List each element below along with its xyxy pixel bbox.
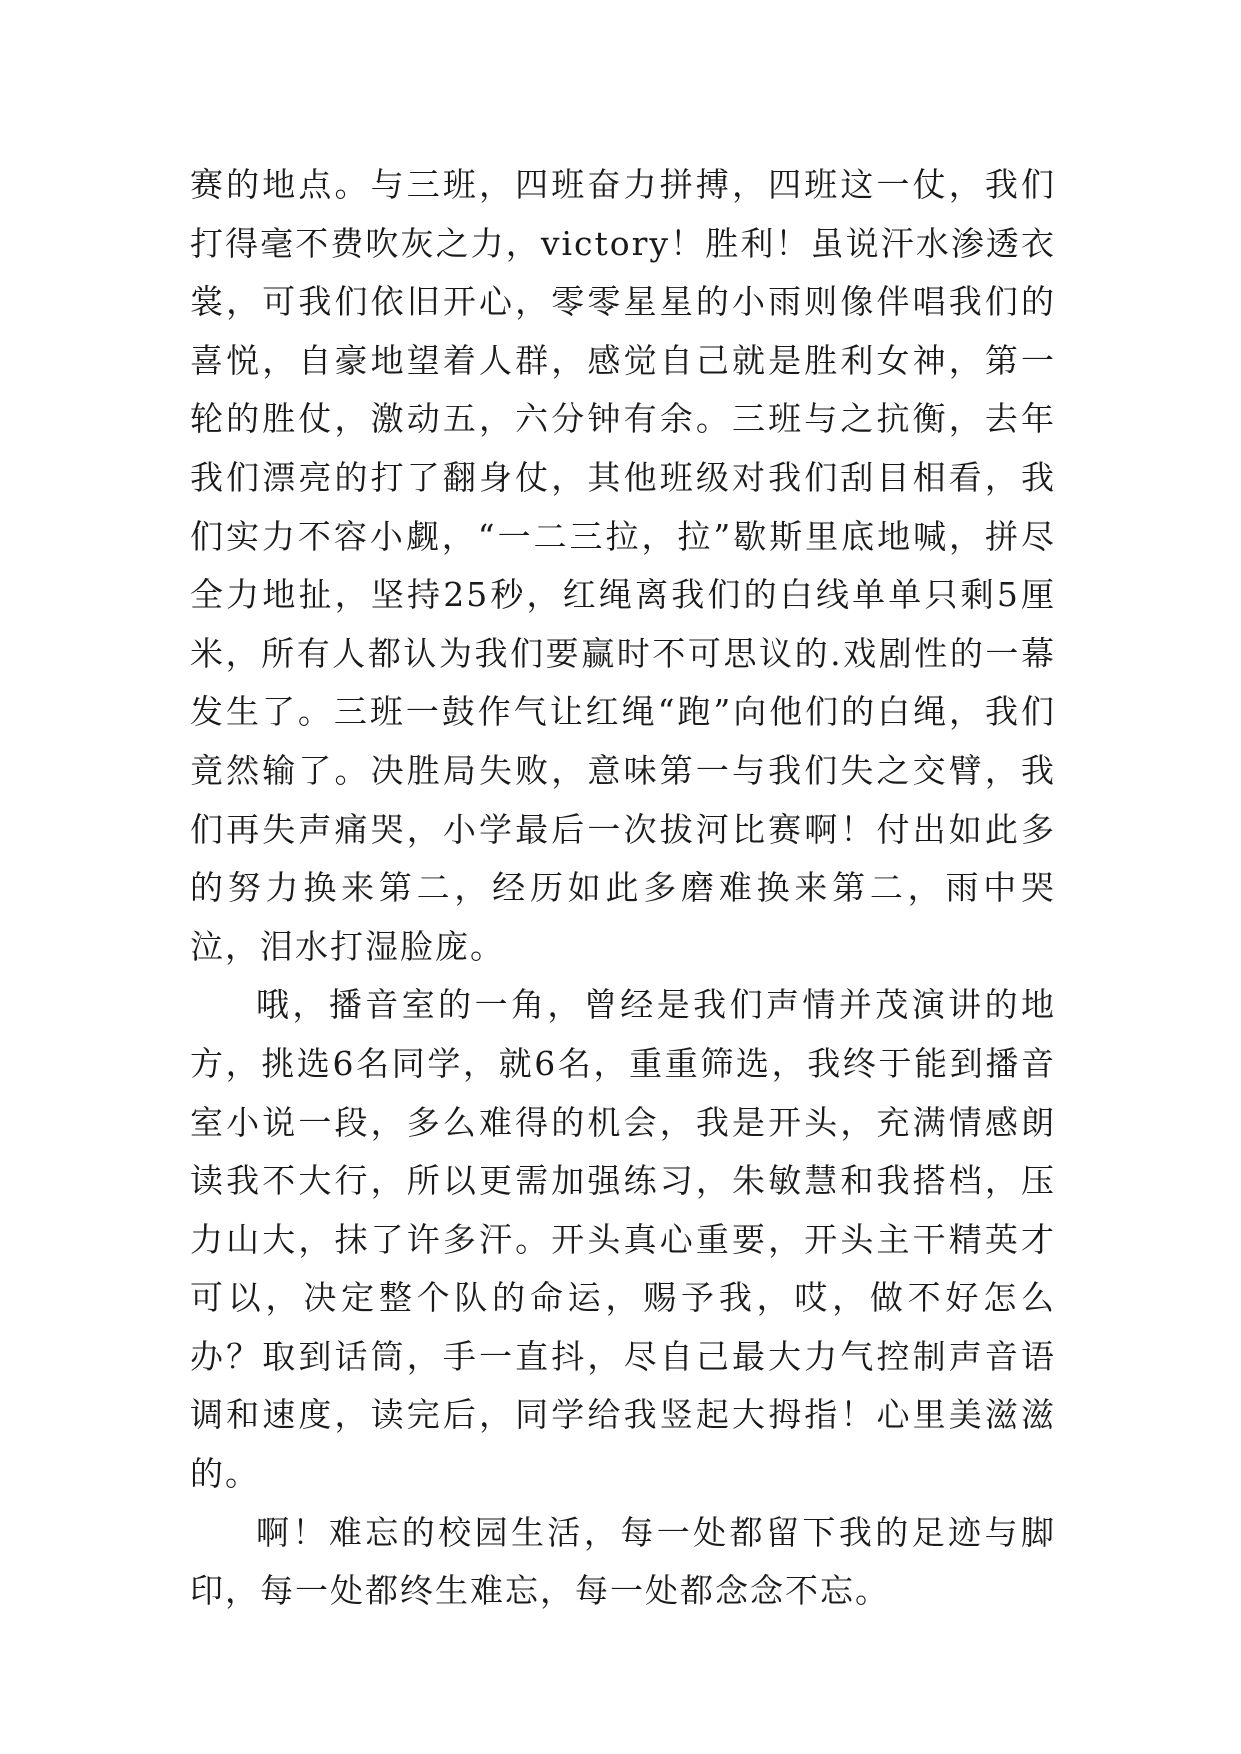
paragraph-conclusion: 啊！难忘的校园生活，每一处都留下我的足迹与脚印，每一处都终生难忘，每一处都念念不忘。 <box>190 1512 1056 1611</box>
paragraph-tug-of-war: 赛的地点。与三班，四班奋力拼搏，四班这一仗，我们打得毫不费吹灰之力，victory！胜利！虽说汗水渗透衣裳，可我们依旧开心，零零星星的小雨则像伴唱我们的喜悦，自豪地望着人群，感觉自己就是胜利女神，第一轮的胜仗，激动五，六分钟有余。三班与之抗衡，去年我们漂亮的打了翻身仗，其他班级对我们刮目相看，我们实力不容小觑，“一二三拉，拉”歇斯里底地喊，拼尽全力地扯，坚持25秒，红绳离我们的白线单单只剩5厘米，所有人都认为我们要赢时不可思议的.戏剧性的一幕发生了。三班一鼓作气让红绳“跑”向他们的白绳，我们竟然输了。决胜局失败，意味第一与我们失之交臂，我们再失声痛哭，小学最后一次拔河比赛啊！付出如此多的努力换来第二，经历如此多磨难换来第二，雨中哭泣，泪水打湿脸庞。 <box>190 165 1056 966</box>
document-body <box>190 156 1056 1621</box>
paragraph-broadcast-room: 哦，播音室的一角，曾经是我们声情并茂演讲的地方，挑选6名同学，就6名，重重筛选，我终于能到播音室小说一段，多么难得的机会，我是开头，充满情感朗读我不大行，所以更需加强练习，朱敏慧和我搭档，压力山大，抹了许多汗。开头真心重要，开头主干精英才可以，决定整个队的命运，赐予我，哎，做不好怎么办？取到话筒，手一直抖，尽自己最大力气控制声音语调和速度，读完后，同学给我竖起大拇指！心里美滋滋的。 <box>190 985 1056 1494</box>
